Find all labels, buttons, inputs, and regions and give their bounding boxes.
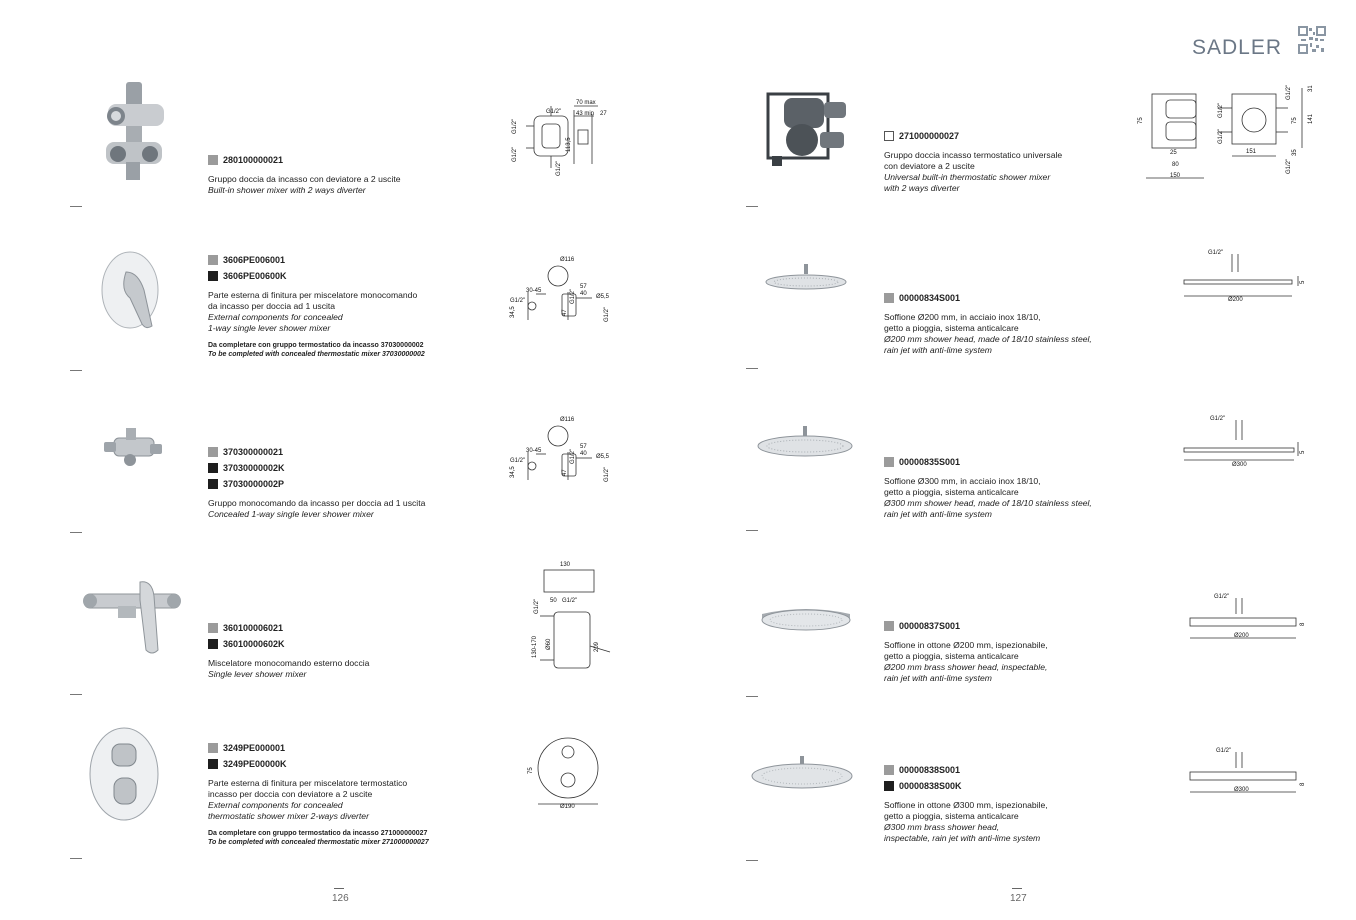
dim-label: G1/2"	[1218, 128, 1224, 144]
dim-label: Ø116	[560, 417, 575, 423]
page-number: 126	[332, 893, 349, 904]
product-code-text: 00000837S001	[899, 621, 961, 631]
product-code	[208, 252, 508, 268]
divider-dash	[70, 370, 82, 371]
dim-label: G1/2"	[1210, 416, 1226, 422]
dim-label: G1/2"	[570, 448, 576, 464]
product-code-text: 3249PE00000K	[223, 759, 287, 769]
product-code	[208, 476, 508, 492]
dim-label: 35	[1292, 149, 1298, 156]
divider-dash	[746, 368, 758, 369]
dim-label: 31	[1308, 85, 1314, 92]
dim-label: 43 min	[576, 111, 595, 117]
dim-label: Ø300	[1232, 462, 1247, 468]
divider-dash	[70, 858, 82, 859]
dim-label: G1/2"	[510, 458, 526, 464]
product-code-text: 3249PE000001	[223, 743, 286, 753]
dim-label: 130-170	[532, 635, 538, 658]
dim-label: G1/2"	[534, 598, 540, 614]
dim-label: G1/2"	[556, 160, 562, 176]
dim-label: G1/2"	[1214, 594, 1230, 600]
brand-logo: SADLER	[1191, 36, 1282, 59]
dim-label: 8	[1300, 782, 1306, 786]
product-code-text: 280100000021	[223, 155, 284, 165]
product-item-10	[884, 762, 1184, 844]
technical-drawing-exposed	[524, 556, 614, 686]
product-note: Da completare con gruppo termostatico da incasso 37030000002 To be completed with concealed thermostatic mixer 37030000002	[208, 342, 425, 358]
finish-swatch	[208, 759, 218, 769]
product-description: Soffione Ø300 mm, in acciaio inox 18/10, getto a pioggia, sistema anticalcare Ø300 mm shower head, made of 18/10 stainless steel, rain jet with anti-lime system	[884, 476, 1092, 519]
product-note: Da completare con gruppo termostatico da incasso 271000000027 To be completed with concealed thermostatic mixer 271000000027	[208, 830, 429, 846]
technical-drawing-thermostatic-body	[1132, 78, 1322, 184]
product-description: Soffione in ottone Ø200 mm, ispezionabile, getto a pioggia, sistema anticalcare Ø200 mm brass shower head, inspectable, rain jet with anti-lime system	[884, 640, 1048, 683]
product-code-text: 271000000027	[899, 131, 960, 141]
dim-label: G1/2"	[562, 598, 578, 604]
dim-label: 75	[1138, 117, 1144, 124]
product-photo-lever-plate	[100, 250, 160, 330]
dim-label: 75	[528, 767, 534, 774]
finish-swatch	[208, 155, 218, 165]
product-code-text: 00000838S001	[899, 765, 961, 775]
product-code	[884, 290, 1184, 306]
product-description: Soffione Ø200 mm, in acciaio inox 18/10, getto a pioggia, sistema anticalcare Ø200 mm shower head, made of 18/10 stainless steel, rain jet with anti-lime system	[884, 312, 1092, 355]
product-code	[884, 454, 1184, 470]
technical-drawing-thermostatic	[524, 736, 606, 810]
dim-label: 8	[1300, 622, 1306, 626]
dim-label: 113,5	[566, 137, 572, 152]
dim-label: 5	[1300, 450, 1306, 454]
finish-swatch	[208, 743, 218, 753]
dim-label: G1/2"	[570, 288, 576, 304]
dim-label: G1/2"	[1208, 250, 1224, 256]
product-photo-brass-head-200	[758, 604, 854, 634]
dim-label: G1/2"	[1286, 84, 1292, 100]
product-description: Miscelatore monocomando esterno doccia Single lever shower mixer	[208, 658, 370, 679]
dim-label: Ø190	[560, 804, 575, 810]
product-code	[884, 762, 1184, 778]
dim-label: G1/2"	[546, 109, 562, 115]
dim-label: 27	[600, 111, 607, 117]
dim-label: G1/2"	[604, 466, 610, 482]
divider-dash	[746, 206, 758, 207]
finish-swatch	[884, 765, 894, 775]
product-item-9	[884, 618, 1184, 684]
dim-label: G1/2"	[512, 146, 518, 162]
dim-label: 47	[562, 309, 568, 316]
product-photo-thermostatic-plate	[88, 726, 160, 822]
product-photo-thermostatic-body	[762, 86, 854, 170]
product-code-text: 3606PE00600K	[223, 271, 287, 281]
finish-swatch	[884, 131, 894, 141]
dim-label: 30-45	[526, 448, 542, 454]
dim-label: 57	[580, 284, 587, 290]
product-item-1	[208, 152, 508, 196]
dim-label: 130	[560, 562, 571, 568]
dim-label: 40	[580, 291, 587, 297]
dim-label: 209	[594, 641, 600, 652]
product-code	[208, 756, 508, 772]
dim-label: 47	[562, 469, 568, 476]
divider-dash	[746, 530, 758, 531]
product-description: Gruppo doccia da incasso con deviatore a 2 uscite Built-in shower mixer with 2 ways diverter	[208, 174, 401, 195]
dim-label: Ø300	[1234, 787, 1249, 793]
product-item-5	[208, 740, 508, 847]
finish-swatch	[208, 463, 218, 473]
product-photo-shower-head-300	[756, 424, 854, 460]
product-item-2	[208, 252, 508, 359]
dim-label: 75	[1292, 117, 1298, 124]
product-photo-exposed-mixer	[80, 576, 184, 658]
product-code	[208, 636, 508, 652]
dim-label: Ø5,5	[596, 294, 610, 300]
finish-swatch	[884, 457, 894, 467]
divider-dash	[746, 696, 758, 697]
dim-label: Ø200	[1234, 633, 1249, 639]
dim-label: 151	[1246, 149, 1257, 155]
dim-label: 34,5	[510, 306, 516, 318]
product-item-8	[884, 454, 1184, 520]
dim-label: 30-45	[526, 288, 542, 294]
product-description: Parte esterna di finitura per miscelatore monocomando da incasso per doccia ad 1 uscita External components for concealed 1-way single lever shower mixer	[208, 290, 418, 333]
dim-label: G1/2"	[1216, 748, 1232, 754]
divider-dash	[70, 532, 82, 533]
product-code-text: 00000834S001	[899, 293, 961, 303]
page-number-line	[1012, 888, 1022, 889]
product-code	[208, 620, 508, 636]
technical-drawing-concealed	[506, 412, 616, 484]
product-photo-diverter	[98, 74, 178, 184]
technical-drawing-brass-head-300	[1186, 744, 1308, 800]
finish-swatch	[208, 623, 218, 633]
product-code	[208, 444, 508, 460]
technical-drawing-plate	[506, 252, 616, 324]
product-photo-concealed-body	[100, 426, 164, 472]
product-item-7	[884, 290, 1184, 356]
dim-label: 5	[1300, 280, 1306, 284]
dim-label: 34,5	[510, 466, 516, 478]
finish-swatch	[208, 255, 218, 265]
product-code	[208, 152, 508, 168]
dim-label: G1/2"	[1286, 158, 1292, 174]
dim-label: 141	[1308, 113, 1314, 124]
product-code-text: 37030000002K	[223, 463, 285, 473]
product-code-text: 37030000002P	[223, 479, 285, 489]
dim-label: 80	[1172, 162, 1179, 168]
right-page	[678, 0, 1356, 920]
dim-label: 25	[1170, 150, 1177, 156]
dim-label: G1/2"	[512, 118, 518, 134]
dim-label: Ø116	[560, 257, 575, 263]
product-code	[208, 268, 508, 284]
divider-dash	[746, 860, 758, 861]
product-photo-brass-head-300	[750, 756, 854, 790]
product-code-text: 36010000602K	[223, 639, 285, 649]
finish-swatch	[208, 639, 218, 649]
technical-drawing-diverter	[506, 96, 616, 180]
page-number-line	[334, 888, 344, 889]
divider-dash	[70, 206, 82, 207]
product-code-text: 360100006021	[223, 623, 284, 633]
divider-dash	[70, 694, 82, 695]
product-code	[884, 778, 1184, 794]
dim-label: G1/2"	[1218, 102, 1224, 118]
finish-swatch	[884, 781, 894, 791]
dim-label: 70 max	[576, 100, 596, 106]
product-description: Soffione in ottone Ø300 mm, ispezionabile, getto a pioggia, sistema anticalcare Ø300 mm brass shower head, inspectable, rain jet with anti-lime system	[884, 800, 1048, 843]
product-code-text: 00000835S001	[899, 457, 961, 467]
technical-drawing-shower-head-200	[1178, 246, 1306, 306]
technical-drawing-brass-head-200	[1186, 590, 1308, 646]
dim-label: Ø5,5	[596, 454, 610, 460]
product-item-4	[208, 620, 508, 680]
finish-swatch	[884, 621, 894, 631]
page-number: 127	[1010, 893, 1027, 904]
product-description: Gruppo doccia incasso termostatico universale con deviatore a 2 uscite Universal built-in thermostatic shower mixer with 2 ways diverter	[884, 150, 1063, 193]
product-code-text: 00000838S00K	[899, 781, 962, 791]
product-photo-shower-head-200	[764, 262, 848, 292]
dim-label: G1/2"	[510, 298, 526, 304]
technical-drawing-shower-head-300	[1180, 412, 1308, 474]
dim-label: 50	[550, 598, 557, 604]
product-code	[884, 618, 1184, 634]
product-code-text: 370300000021	[223, 447, 284, 457]
dim-label: 57	[580, 444, 587, 450]
dim-label: 40	[580, 451, 587, 457]
finish-swatch	[208, 447, 218, 457]
product-item-3	[208, 444, 508, 520]
product-code	[208, 740, 508, 756]
product-description: Parte esterna di finitura per miscelatore termostatico incasso per doccia con deviatore a 2 uscite External components for concealed thermostatic shower mixer 2-ways diverter	[208, 778, 408, 821]
product-description: Gruppo monocomando da incasso per doccia ad 1 uscita Concealed 1-way single lever shower mixer	[208, 498, 426, 519]
dim-label: 150	[1170, 173, 1181, 179]
product-code	[208, 460, 508, 476]
qr-code-icon[interactable]	[1298, 26, 1326, 54]
finish-swatch	[884, 293, 894, 303]
finish-swatch	[208, 479, 218, 489]
dim-label: G1/2"	[604, 306, 610, 322]
dim-label: Ø60	[546, 638, 552, 650]
product-code-text: 3606PE006001	[223, 255, 286, 265]
dim-label: Ø200	[1228, 297, 1243, 303]
finish-swatch	[208, 271, 218, 281]
